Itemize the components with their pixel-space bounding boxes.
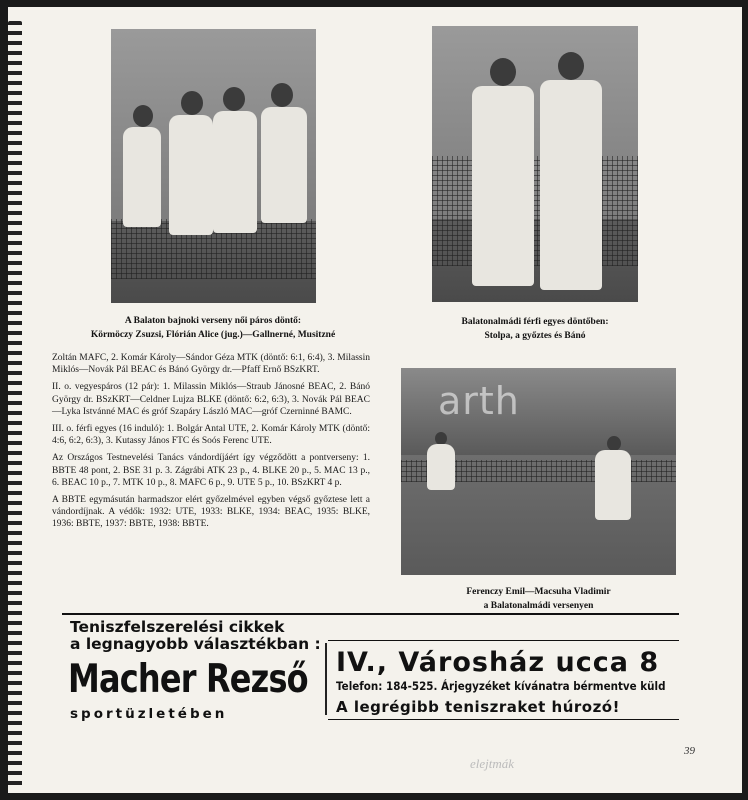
ad-slogan: A legrégibb teniszraket húrozó! <box>336 698 620 716</box>
ad-heading <box>70 619 321 653</box>
ad-shop-label: sportüzletében <box>70 706 228 722</box>
caption-top-right <box>428 315 642 343</box>
ad-address: IV., Városház ucca 8 <box>336 647 660 678</box>
photo-women-doubles <box>111 29 316 303</box>
caption-line: a Balatonalmádi versenyen <box>483 601 594 611</box>
paragraph: Zoltán MAFC, 2. Komár Károly—Sándor Géza MTK (döntő: 6:1, 6:4), 3. Milassin Miklós—Novák Pál BEAC és Bánó György dr.—Pfaff Ernő BSzKRT. <box>52 353 370 376</box>
photo-men-singles <box>432 26 638 302</box>
paragraph: Az Országos Testnevelési Tanács vándordíjáért így végződött a pontverseny: 1. BBTE 48 pont, 2. BSE 31 p. 3. Zágrábi ATK 23 p., 4. BLKE 20 p., 5. MAC 13 p., 6. BEAC 10 p., 7. MTK 10 p., 8. MAFC 6 p., 9. UTE 5 p., 10. BSzKRT 4 p. <box>52 453 370 488</box>
page-number: 39 <box>684 745 695 757</box>
ad-line-2: a legnagyobb választékban : <box>70 635 321 653</box>
paragraph: A BBTE egymásután harmadszor elért győzelmével egyben végső győztese lett a vándordíjnak. A védők: 1932: UTE, 1933: BLKE, 1934: BEAC, 1935: BLKE, 1936: BBTE, 1937: BBTE, 1938: BBTE. <box>52 495 370 530</box>
paragraph: III. o. férfi egyes (16 induló): 1. Bolgár Antal UTE, 2. Komár Károly MTK (döntő: 4:6, 6:2, 6:3), 3. Kutassy János FTC és Soós Ferenc UTE. <box>52 424 370 447</box>
paragraph: II. o. vegyespáros (12 pár): 1. Milassin Miklós—Straub Jánosné BEAC, 2. Bánó György dr. BSzKRT—Celdner Lujza BLKE (döntő: 6:2, 6:3), 3. Novák Pál BEAC—Lyka Istvánné MAC és gróf Szapáry László MAC—gróf Czerninné BAMC. <box>52 382 370 417</box>
magazine-page <box>8 7 742 793</box>
ad-top-rule <box>62 613 679 615</box>
caption-line: Stolpa, a győztes és Bánó <box>484 331 586 341</box>
caption-line: Balatonalmádi férfi egyes döntőben: <box>461 317 609 327</box>
ad-line-1: Teniszfelszerelési cikkek <box>70 618 285 636</box>
spiral-binding <box>8 21 22 791</box>
ad-phone: Telefon: 184-525. Árjegyzéket kívánatra bérmentve küld <box>336 679 666 693</box>
caption-line: A Balaton bajnoki verseny női páros döntő: <box>124 316 302 326</box>
caption-line: Körmöczy Zsuzsi, Flórián Alice (jug.)—Gallnerné, Musitzné <box>90 330 336 340</box>
article-text <box>52 352 370 536</box>
ad-divider <box>325 643 327 715</box>
ad-company-name: Macher Rezső <box>68 657 308 702</box>
ad-mid-rule <box>328 640 679 641</box>
ad-bottom-rule <box>328 719 679 720</box>
caption-middle-right <box>401 585 676 613</box>
watermark: arth <box>438 379 520 423</box>
caption-top-left <box>48 314 378 342</box>
caption-line: Ferenczy Emil—Macsuha Vladimir <box>466 587 611 597</box>
pencil-note: elejtmák <box>470 756 515 771</box>
